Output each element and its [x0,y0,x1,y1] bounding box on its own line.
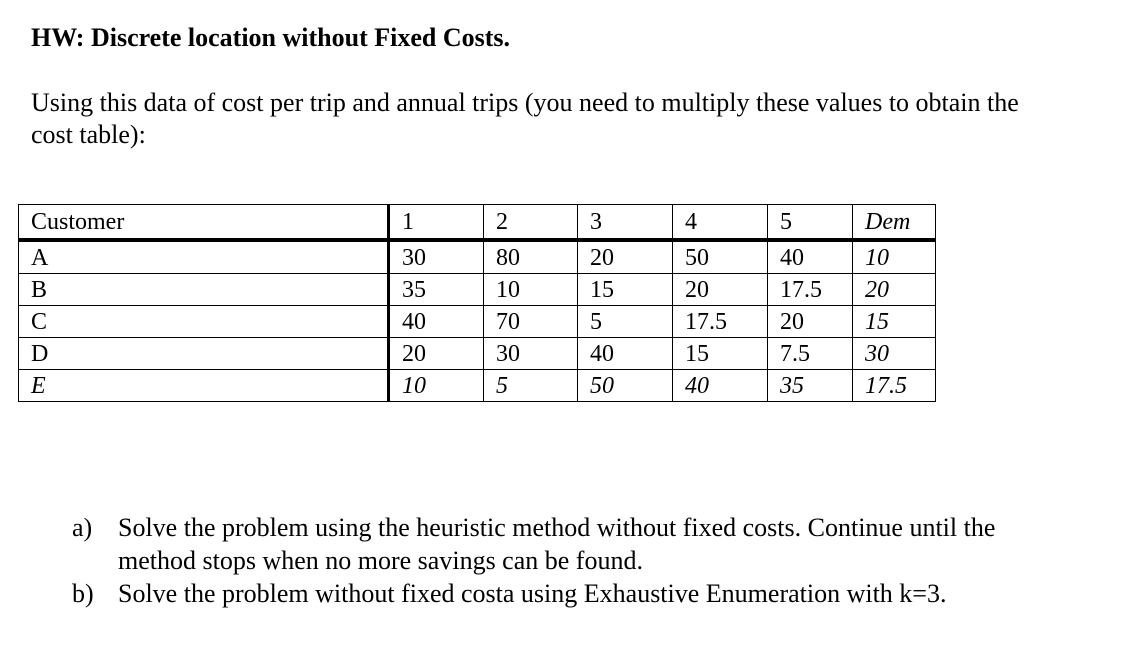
demand-cell: 20 [853,273,936,305]
table-cell: 70 [484,305,578,337]
homework-title: HW: Discrete location without Fixed Costs. [31,23,511,52]
table-cell: 7.5 [768,337,853,369]
header-location-1: 1 [389,205,484,240]
table-row [19,369,936,401]
header-customer: Customer [19,205,389,240]
table-cell: 17.5 [673,305,768,337]
demand-cell: 10 [853,240,936,274]
table-cell: 40 [389,305,484,337]
table-cell: 15 [673,337,768,369]
question-marker: a) [72,513,93,542]
header-location-5: 5 [768,205,853,240]
table-cell: 50 [578,369,673,401]
row-customer: A [19,240,389,274]
demand-cell: 30 [853,337,936,369]
question-b [72,577,1072,610]
table-cell: 35 [768,369,853,401]
demand-cell: 17.5 [853,369,936,401]
table-cell: 40 [578,337,673,369]
table-cell: 17.5 [768,273,853,305]
header-location-4: 4 [673,205,768,240]
header-demand: Dem [853,205,936,240]
table-cell: 40 [673,369,768,401]
table-cell: 10 [484,273,578,305]
table-row [19,337,936,369]
table-header-row [19,205,936,240]
intro-paragraph: Using this data of cost per trip and annual trips (you need to multiply these values to obtain the cost table): [31,88,1019,149]
row-customer: C [19,305,389,337]
row-customer: D [19,337,389,369]
table-cell: 30 [484,337,578,369]
table-cell: 80 [484,240,578,274]
table-cell: 20 [673,273,768,305]
row-customer: E [19,369,389,401]
table-cell: 5 [578,305,673,337]
table-row [19,273,936,305]
table-cell: 20 [578,240,673,274]
question-text: Solve the problem using the heuristic method without fixed costs. Continue until the method stops when no more savings can be found. [118,513,996,575]
table-cell: 20 [768,305,853,337]
header-location-2: 2 [484,205,578,240]
question-list [72,511,1072,610]
table-row [19,305,936,337]
question-marker: b) [72,579,94,608]
table-cell: 50 [673,240,768,274]
table-cell: 5 [484,369,578,401]
question-a [72,511,1072,577]
demand-cell: 15 [853,305,936,337]
table-cell: 40 [768,240,853,274]
cost-table [18,204,936,402]
row-customer: B [19,273,389,305]
table-cell: 30 [389,240,484,274]
table-cell: 15 [578,273,673,305]
question-text: Solve the problem without fixed costa using Exhaustive Enumeration with k=3. [118,579,947,608]
table-cell: 10 [389,369,484,401]
table-row [19,240,936,274]
header-location-3: 3 [578,205,673,240]
table-cell: 20 [389,337,484,369]
table-cell: 35 [389,273,484,305]
